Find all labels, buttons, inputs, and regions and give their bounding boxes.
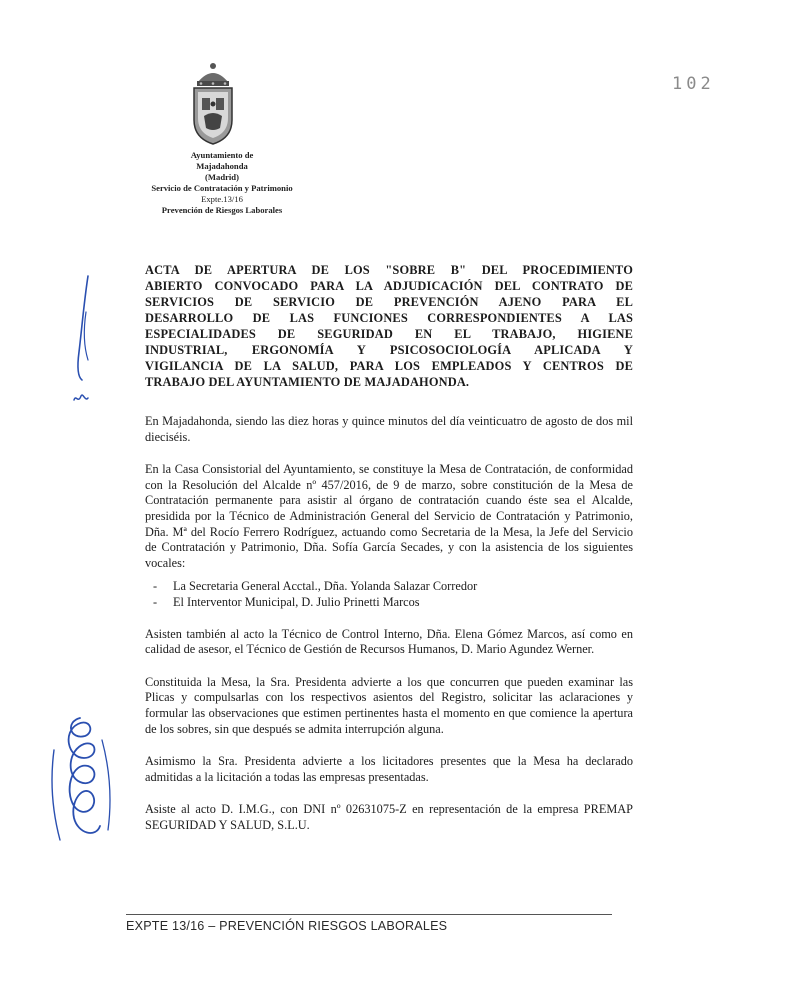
vocales-list — [145, 579, 633, 610]
issuer-line-2: Majadahonda — [196, 161, 248, 171]
paragraph-presidenta: Constituida la Mesa, la Sra. Presidenta advierte a los que concurren que pueden examinar las Plicas y compulsarlas con los respectivos asientos del Registro, solicitar las aclaraciones y formular las observaciones que estimen pertinentes hasta el momento en que comience la apertura de los sobres, sin que después se admita interrupción alguna. — [145, 674, 633, 736]
title-line-1: ACTA DE APERTURA DE LOS "SOBRE B" DEL PROCEDIMIENTO — [145, 263, 633, 277]
title-line-4: DESARROLLO DE LAS FUNCIONES CORRESPONDIENTES A LAS — [145, 311, 633, 325]
paragraph-opening: En Majadahonda, siendo las diez horas y quince minutos del día veinticuatro de agosto de dos mil dieciséis. — [145, 414, 633, 444]
footer-file-reference: EXPTE 13/16 – PREVENCIÓN RIESGOS LABORALES — [126, 919, 448, 933]
paragraph-attendees: Asisten también al acto la Técnico de Control Interno, Dña. Elena Gómez Marcos, así como en calidad de asesor, el Técnico de Gestión de Recursos Humanos, D. Mario Agundez Werner. — [145, 626, 633, 657]
list-item: - La Secretaria General Acctal., Dña. Yolanda Salazar Corredor — [173, 579, 633, 595]
page-number: 102 — [672, 74, 715, 94]
title-line-5: ESPECIALIDADES DE SEGURIDAD EN EL TRABAJO, HIGIENE — [145, 327, 633, 341]
issuer-line-6: Prevención de Riesgos Laborales — [161, 205, 283, 215]
issuer-line-5: Expte.13/16 — [201, 194, 243, 204]
paragraph-representative: Asiste al acto D. I.M.G., con DNI nº 02631075-Z en representación de la empresa PREMAP SEGURIDAD Y SALUD, S.L.U. — [145, 802, 633, 832]
title-line-3: SERVICIOS DE SERVICIO DE PREVENCIÓN AJENO PARA EL — [145, 295, 633, 309]
issuer-block — [122, 150, 322, 216]
margin-initial-signature — [64, 272, 104, 422]
coat-of-arms-emblem — [188, 60, 238, 148]
issuer-line-4: Servicio de Contratación y Patrimonio — [151, 183, 293, 193]
document-title — [145, 262, 633, 390]
footer-divider — [126, 914, 612, 915]
document-body — [145, 414, 633, 850]
issuer-line-1: Ayuntamiento de — [190, 150, 254, 160]
title-line-8: TRABAJO DEL AYUNTAMIENTO DE MAJADAHONDA. — [145, 375, 470, 389]
issuer-line-3: (Madrid) — [205, 172, 239, 182]
title-line-7: VIGILANCIA DE LA SALUD, PARA LOS EMPLEADOS Y CENTROS DE — [145, 359, 633, 373]
list-item: - El Interventor Municipal, D. Julio Prinetti Marcos — [173, 595, 633, 611]
title-line-6: INDUSTRIAL, ERGONOMÍA Y PSICOSOCIOLOGÍA APLICADA Y — [145, 343, 633, 357]
margin-signature-scribble — [40, 710, 130, 860]
paragraph-constitution: En la Casa Consistorial del Ayuntamiento, se constituye la Mesa de Contratación, de conformidad con la Resolución del Alcalde nº 457/2016, de 9 de marzo, sobre constitución de la Mesa de Contratación permanente para asistir al órgano de contratación cuando éste sea el Alcalde, presidida por la Técnico de Administración General del Servicio de Contratación y Patrimonio, Dña. Mª del Rocío Ferrero Rodríguez, actuando como Secretaria de la Mesa, la Jefe del Servicio de Contratación y Patrimonio, Dña. Sofía García Secades, y con la asistencia de los siguientes vocales: — [145, 462, 633, 570]
paragraph-admitted: Asimismo la Sra. Presidenta advierte a los licitadores presentes que la Mesa ha declarado admitidas a la licitación a todas las empresas presentadas. — [145, 754, 633, 784]
title-line-2: ABIERTO CONVOCADO PARA LA ADJUDICACIÓN DEL CONTRATO DE — [145, 279, 633, 293]
